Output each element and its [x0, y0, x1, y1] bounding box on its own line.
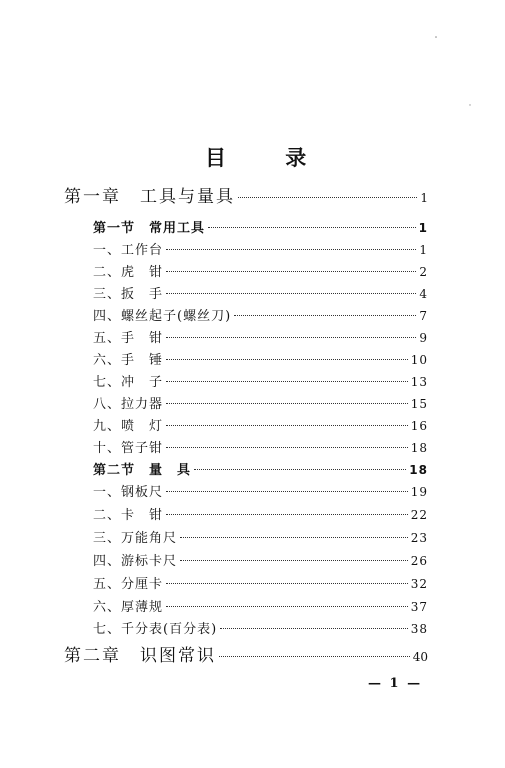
page-number: 26 [410, 554, 428, 568]
item-label: 六、手 锤 [93, 353, 164, 368]
page-number: 19 [410, 485, 428, 499]
page-number: 40 [412, 650, 428, 664]
page-number: 1 [420, 191, 428, 205]
page-number: 15 [410, 397, 428, 411]
page-number: 2 [419, 265, 428, 279]
section-label: 第一节 常用工具 [93, 221, 206, 236]
item-label: 一、钢板尺 [93, 485, 164, 500]
page-number: 9 [419, 331, 428, 345]
page-number: 1 [418, 221, 428, 235]
item-label: 四、螺丝起子(螺丝刀) [93, 309, 232, 324]
page-number: 16 [410, 419, 428, 433]
section-label: 第二节 量 具 [93, 463, 192, 478]
page-number: 18 [410, 441, 428, 455]
item-label: 七、冲 子 [93, 375, 164, 390]
item-label: 三、万能角尺 [93, 531, 178, 546]
page-number: 23 [410, 531, 428, 545]
page-number: 13 [410, 375, 428, 389]
item-label: 五、分厘卡 [93, 577, 164, 592]
item-label: 八、拉力器 [93, 397, 164, 412]
item-label: 一、工作台 [93, 243, 164, 258]
page-number: 32 [410, 577, 428, 591]
page-number: 37 [410, 600, 428, 614]
item-label: 十、管子钳 [93, 441, 164, 456]
item-label: 七、千分表(百分表) [93, 622, 218, 637]
page-number: 4 [419, 287, 428, 301]
item-label: 六、厚薄规 [93, 600, 164, 615]
page-number: 7 [419, 309, 428, 323]
page-number: 10 [410, 353, 428, 367]
item-label: 二、卡 钳 [93, 508, 164, 523]
page-number: 18 [409, 463, 428, 477]
chapter-label: 第一章 工具与量具 [64, 187, 235, 207]
item-label: 四、游标卡尺 [93, 554, 178, 569]
chapter-label: 第二章 识图常识 [64, 646, 216, 666]
item-label: 二、虎 钳 [93, 265, 164, 280]
toc-title: 目 录 [205, 146, 333, 170]
item-label: 五、手 钳 [93, 331, 164, 346]
item-label: 三、扳 手 [93, 287, 164, 302]
item-label: 九、喷 灯 [93, 419, 164, 434]
page-number: 38 [410, 622, 428, 636]
page-folio: — 1 — [368, 676, 423, 691]
page-number: 1 [419, 243, 428, 257]
page-number: 22 [410, 508, 428, 522]
